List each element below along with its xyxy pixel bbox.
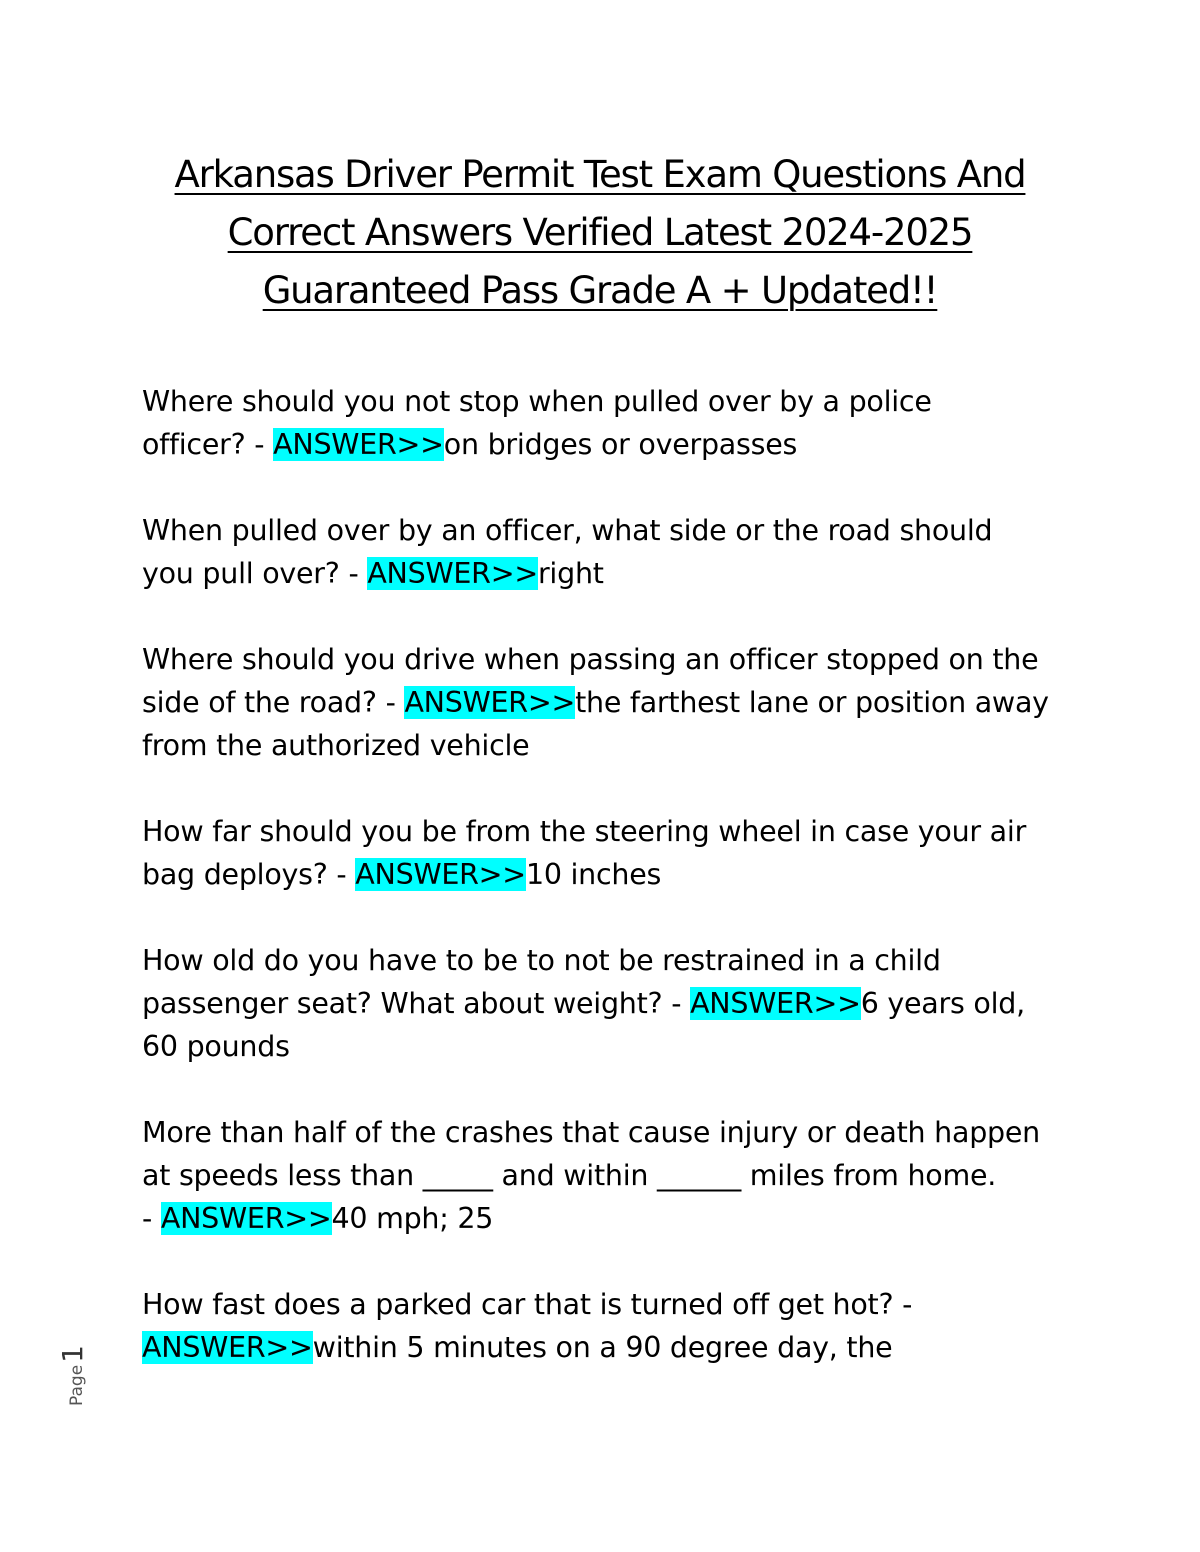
answer-marker: ANSWER>>: [404, 686, 576, 719]
title-line-3: Guaranteed Pass Grade A + Updated!!: [262, 269, 938, 312]
page-label: Page: [67, 1364, 87, 1406]
answer-text: 40 mph; 25: [331, 1202, 494, 1235]
document-title: [150, 146, 1050, 320]
question-text: When pulled over by an officer, what side or the road should: [142, 514, 993, 547]
question-text: Where should you not stop when pulled over by a police: [142, 385, 932, 418]
question-text: bag deploys? -: [142, 858, 356, 891]
answer-marker: ANSWER>>: [160, 1202, 332, 1235]
question-text: -: [142, 1202, 161, 1235]
question-answer-line: [142, 423, 1072, 466]
question-answer-line: [142, 1326, 1072, 1369]
qa-item: [142, 509, 1072, 595]
question-text: More than half of the crashes that cause injury or death happen: [142, 1116, 1040, 1149]
qa-item: [142, 939, 1072, 1068]
question-answer-line: [142, 853, 1072, 896]
qa-list: [142, 380, 1072, 1412]
question-text: Where should you drive when passing an officer stopped on the: [142, 643, 1039, 676]
answer-text: within 5 minutes on a 90 degree day, the: [312, 1331, 893, 1364]
qa-item: [142, 1283, 1072, 1369]
qa-item: [142, 638, 1072, 767]
question-text: How old do you have to be to not be restrained in a child: [142, 944, 941, 977]
question-answer-line: [142, 982, 1072, 1025]
page-number-value: 1: [56, 1345, 89, 1363]
answer-text: 60 pounds: [142, 1030, 290, 1063]
answer-marker: ANSWER>>: [367, 557, 538, 590]
question-text: side of the road? -: [142, 686, 405, 719]
page-number-rotated: [56, 1345, 89, 1406]
qa-item: [142, 810, 1072, 896]
title-line-1: Arkansas Driver Permit Test Exam Questions And: [174, 153, 1026, 196]
answer-text: right: [537, 557, 604, 590]
answer-text: 10 inches: [525, 858, 662, 891]
question-answer-line: [142, 1197, 1072, 1240]
answer-text: from the authorized vehicle: [142, 729, 530, 762]
page-number: [48, 1340, 108, 1410]
answer-text: on bridges or overpasses: [443, 428, 798, 461]
question-text: How fast does a parked car that is turned off get hot? -: [142, 1288, 913, 1321]
qa-item: [142, 1111, 1072, 1240]
answer-marker: ANSWER>>: [142, 1331, 313, 1364]
answer-marker: ANSWER>>: [273, 428, 444, 461]
question-text: at speeds less than _____ and within ______ miles from home.: [142, 1159, 997, 1192]
answer-marker: ANSWER>>: [690, 987, 861, 1020]
question-answer-line: [142, 552, 1072, 595]
answer-marker: ANSWER>>: [355, 858, 526, 891]
answer-text: the farthest lane or position away: [575, 686, 1049, 719]
title-line-2: Correct Answers Verified Latest 2024-2025: [227, 211, 973, 254]
question-text: How far should you be from the steering wheel in case your air: [142, 815, 1027, 848]
answer-text: 6 years old,: [860, 987, 1025, 1020]
question-answer-line: [142, 681, 1072, 724]
question-text: officer? -: [142, 428, 274, 461]
qa-item: [142, 380, 1072, 466]
question-text: you pull over? -: [142, 557, 368, 590]
question-text: passenger seat? What about weight? -: [142, 987, 691, 1020]
